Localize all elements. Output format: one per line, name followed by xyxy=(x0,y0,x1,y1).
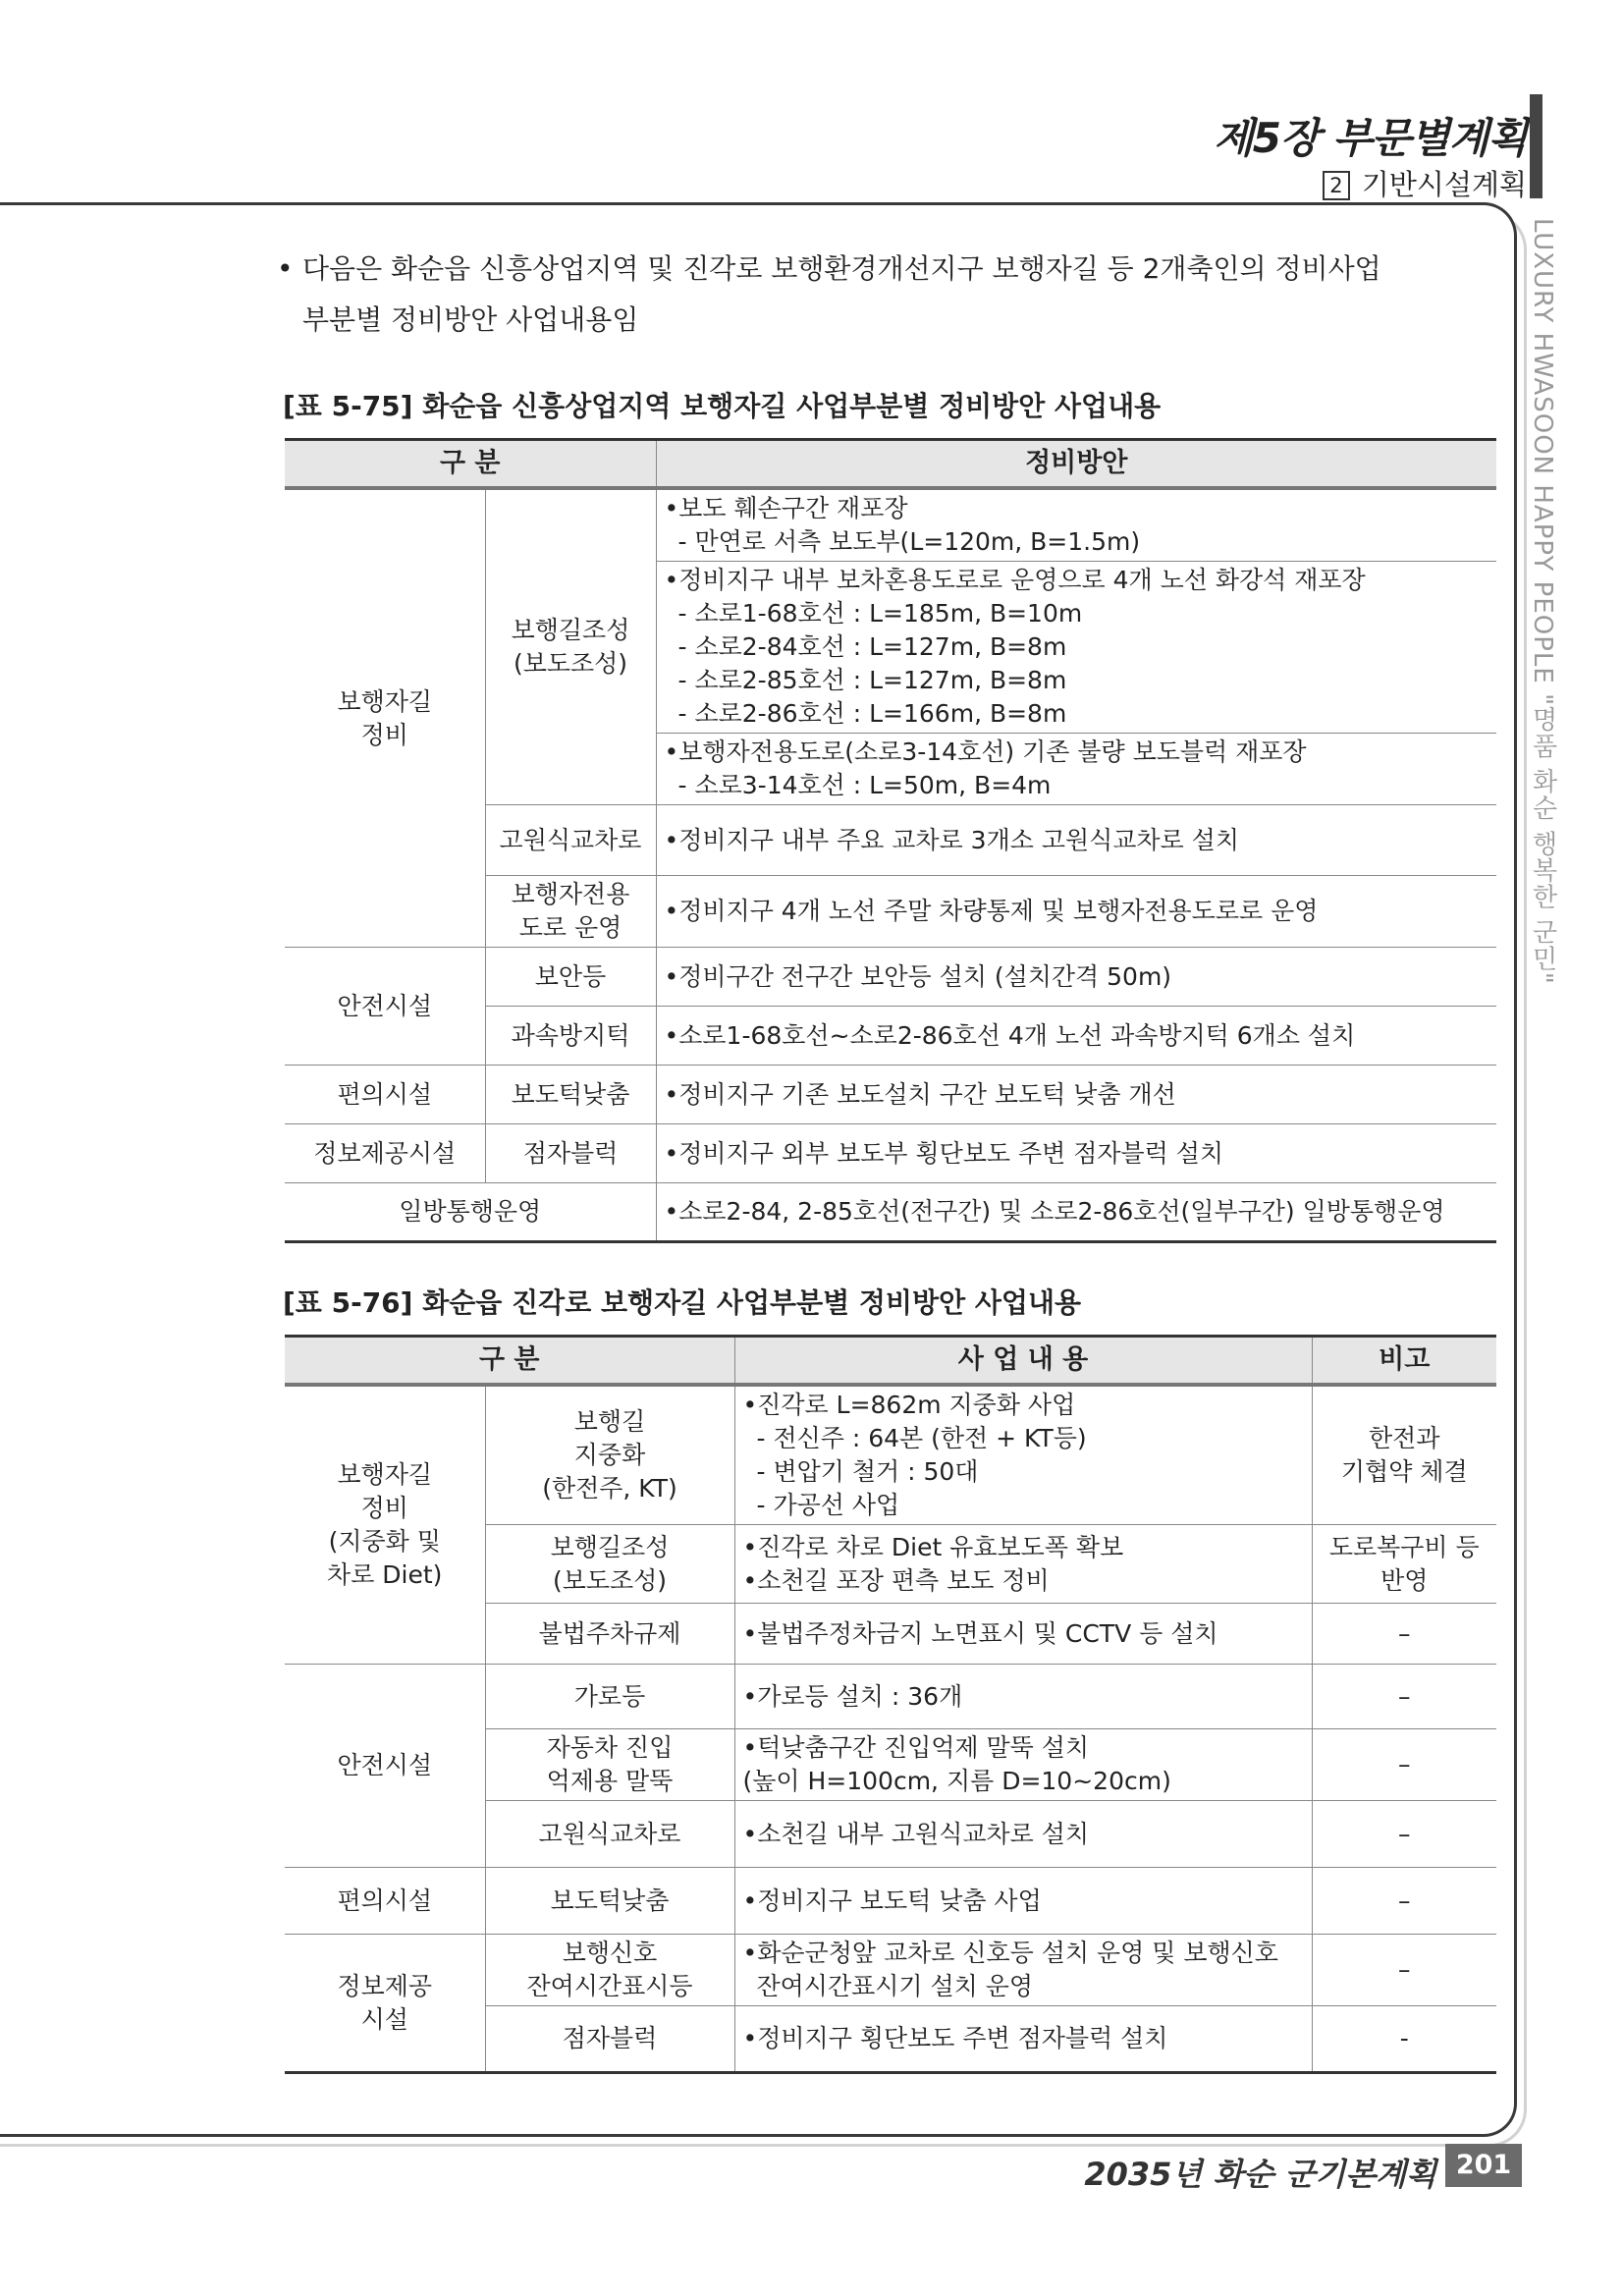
table-row xyxy=(285,1183,1496,1242)
subcategory-cell: 보행길 지중화 (한전주, KT) xyxy=(485,1385,734,1525)
content-cell: •진각로 L=862m 지중화 사업 - 전신주 : 64본 (한전 + KT등) - 변압기 철거 : 50대 - 가공선 사업 xyxy=(734,1385,1312,1525)
category-cell: 정보제공 시설 xyxy=(285,1935,485,2073)
plan-cell: •정비구간 전구간 보안등 설치 (설치간격 50m) xyxy=(656,948,1496,1007)
subcategory-cell: 보행길조성 (보도조성) xyxy=(485,488,656,805)
header-note: 비고 xyxy=(1312,1337,1496,1386)
subcategory-cell: 보도턱낮춤 xyxy=(485,1868,734,1935)
table-row xyxy=(285,1124,1496,1183)
intro-bullet xyxy=(277,244,1475,346)
bullet-dot: • xyxy=(277,252,294,285)
category-cell: 일방통행운영 xyxy=(285,1183,656,1242)
plan-cell: •보도 훼손구간 재포장 - 만연로 서측 보도부(L=120m, B=1.5m) xyxy=(656,488,1496,562)
note-cell: 도로복구비 등 반영 xyxy=(1312,1525,1496,1604)
chapter-title: 제5장 부문별계획 xyxy=(1214,114,1527,162)
table-row xyxy=(285,1385,1496,1525)
header-accent-bar xyxy=(1530,94,1542,198)
note-cell: – xyxy=(1312,1801,1496,1868)
content-cell: •턱낮춤구간 진입억제 말뚝 설치 (높이 H=100cm, 지름 D=10~20cm) xyxy=(734,1729,1312,1801)
subcategory-cell: 불법주차규제 xyxy=(485,1604,734,1665)
subcategory-cell: 과속방지턱 xyxy=(485,1007,656,1066)
table-row xyxy=(285,948,1496,1007)
note-cell: 한전과 기협약 체결 xyxy=(1312,1385,1496,1525)
table1-caption: [표 5-75] 화순읍 신흥상업지역 보행자길 사업부분별 정비방안 사업내용 xyxy=(283,390,1162,422)
table-5-76 xyxy=(285,1335,1496,2074)
header-content: 사 업 내 용 xyxy=(734,1337,1312,1386)
note-cell: – xyxy=(1312,1935,1496,2006)
subcategory-cell: 보도턱낮춤 xyxy=(485,1066,656,1124)
header-category: 구 분 xyxy=(285,440,656,489)
subcategory-cell: 가로등 xyxy=(485,1665,734,1729)
content-cell: •정비지구 횡단보도 주변 점자블럭 설치 xyxy=(734,2006,1312,2073)
category-cell: 편의시설 xyxy=(285,1066,485,1124)
subcategory-cell: 점자블럭 xyxy=(485,2006,734,2073)
table-header-row xyxy=(285,1337,1496,1386)
vertical-slogan: LUXURY HWASOON HAPPY PEOPLE "명품 화순 행복한 군민" xyxy=(1528,218,1557,985)
plan-cell: •소로1-68호선~소로2-86호선 4개 노선 과속방지턱 6개소 설치 xyxy=(656,1007,1496,1066)
category-cell: 편의시설 xyxy=(285,1868,485,1935)
category-cell: 안전시설 xyxy=(285,1665,485,1868)
table-row xyxy=(285,1066,1496,1124)
subcategory-cell: 자동차 진입 억제용 말뚝 xyxy=(485,1729,734,1801)
subcategory-cell: 보안등 xyxy=(485,948,656,1007)
plan-cell: •정비지구 4개 노선 주말 차량통제 및 보행자전용도로로 운영 xyxy=(656,876,1496,948)
section-title xyxy=(1323,163,1527,203)
table2-caption: [표 5-76] 화순읍 진각로 보행자길 사업부분별 정비방안 사업내용 xyxy=(283,1286,1082,1319)
subcategory-cell: 점자블럭 xyxy=(485,1124,656,1183)
subcategory-cell: 고원식교차로 xyxy=(485,1801,734,1868)
category-cell: 보행자길 정비 xyxy=(285,488,485,948)
plan-cell: •소로2-84, 2-85호선(전구간) 및 소로2-86호선(일부구간) 일방통행운영 xyxy=(656,1183,1496,1242)
table-row xyxy=(285,1665,1496,1729)
table-row xyxy=(285,488,1496,562)
category-cell: 정보제공시설 xyxy=(285,1124,485,1183)
table-header-row xyxy=(285,440,1496,489)
footer-title: 2035년 화순 군기본계획 xyxy=(1084,2156,1436,2193)
intro-line-2: 부분별 정비방안 사업내용임 xyxy=(302,303,639,336)
note-cell: – xyxy=(1312,1868,1496,1935)
content-cell: •소천길 내부 고원식교차로 설치 xyxy=(734,1801,1312,1868)
category-cell: 보행자길 정비 (지중화 및 차로 Diet) xyxy=(285,1385,485,1665)
header-category: 구 분 xyxy=(285,1337,734,1386)
note-cell: – xyxy=(1312,1604,1496,1665)
table-row xyxy=(285,1868,1496,1935)
content-cell: •정비지구 보도턱 낮춤 사업 xyxy=(734,1868,1312,1935)
content-cell: •진각로 차로 Diet 유효보도폭 확보 •소천길 포장 편측 보도 정비 xyxy=(734,1525,1312,1604)
content-cell: •화순군청앞 교차로 신호등 설치 운영 및 보행신호 잔여시간표시기 설치 운영 xyxy=(734,1935,1312,2006)
section-number: 2 xyxy=(1323,171,1350,200)
content-cell: •가로등 설치 : 36개 xyxy=(734,1665,1312,1729)
note-cell: - xyxy=(1312,2006,1496,2073)
page-number: 201 xyxy=(1445,2144,1522,2187)
plan-cell: •정비지구 내부 보차혼용도로로 운영으로 4개 노선 화강석 재포장 - 소로1-68호선 : L=185m, B=10m - 소로2-84호선 : L=127m, B=8m - 소로2-85호선 : L=127m, B=8m - 소로2-86호선 : L=166m, B=8m xyxy=(656,562,1496,734)
category-cell: 안전시설 xyxy=(285,948,485,1066)
intro-line-1: 다음은 화순읍 신흥상업지역 및 진각로 보행환경개선지구 보행자길 등 2개축인의 정비사업 xyxy=(302,252,1381,285)
note-cell: – xyxy=(1312,1729,1496,1801)
plan-cell: •정비지구 기존 보도설치 구간 보도턱 낮춤 개선 xyxy=(656,1066,1496,1124)
subcategory-cell: 고원식교차로 xyxy=(485,805,656,876)
subcategory-cell: 보행길조성 (보도조성) xyxy=(485,1525,734,1604)
content-cell: •불법주정차금지 노면표시 및 CCTV 등 설치 xyxy=(734,1604,1312,1665)
table-5-75 xyxy=(285,438,1496,1243)
plan-cell: •정비지구 외부 보도부 횡단보도 주변 점자블럭 설치 xyxy=(656,1124,1496,1183)
plan-cell: •정비지구 내부 주요 교차로 3개소 고원식교차로 설치 xyxy=(656,805,1496,876)
header-plan: 정비방안 xyxy=(656,440,1496,489)
section-label: 기반시설계획 xyxy=(1361,168,1527,201)
table-row xyxy=(285,1935,1496,2006)
subcategory-cell: 보행신호 잔여시간표시등 xyxy=(485,1935,734,2006)
plan-cell: •보행자전용도로(소로3-14호선) 기존 불량 보도블럭 재포장 - 소로3-14호선 : L=50m, B=4m xyxy=(656,734,1496,805)
subcategory-cell: 보행자전용 도로 운영 xyxy=(485,876,656,948)
note-cell: – xyxy=(1312,1665,1496,1729)
